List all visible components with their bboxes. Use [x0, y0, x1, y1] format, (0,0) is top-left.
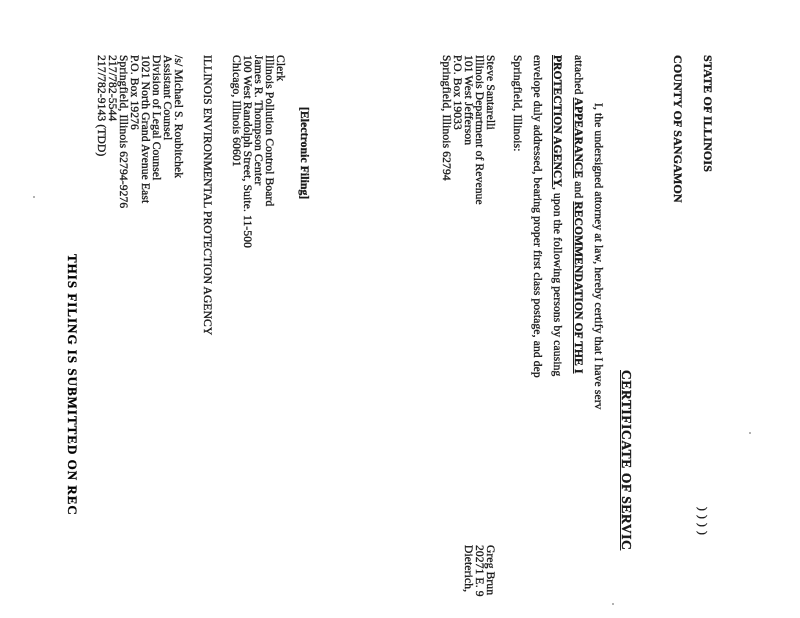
recipient-right-line: Dieterich,	[462, 545, 474, 593]
scan-speck	[33, 196, 35, 198]
recipient-left-line: P.O. Box 19033	[451, 55, 463, 130]
scan-speck	[612, 603, 614, 605]
clerk-line: James R. Thompson Center	[252, 55, 264, 186]
caption-bracket: )	[696, 515, 708, 519]
scan-speck	[749, 432, 751, 434]
body-line-2: attached APPEARANCE and RECOMMENDATION OF THE I	[572, 55, 584, 374]
clerk-line: Illinois Pollution Control Board	[263, 55, 275, 207]
signature-line: Division of Legal Counsel	[150, 55, 162, 181]
body-line-1: I, the undersigned attorney at law, hereby certify that I have serv	[592, 103, 604, 410]
recipient-right-line: Greg Brun	[484, 545, 496, 596]
state-caption: STATE OF ILLINOIS	[701, 55, 715, 173]
rotated-document-sheet	[96, 55, 714, 618]
signature-line: 1021 North Grand Avenue East	[139, 55, 151, 204]
recipient-right-line: 20271 E. 9	[473, 545, 485, 597]
protection-agency-term: PROTECTION AGENCY	[551, 55, 563, 187]
clerk-line: Chicago, Illinois 60601	[230, 55, 242, 167]
signature-line: /s/ Michael S. Roubitchek	[172, 55, 184, 179]
signature-line: 217/782-9143 (TDD)	[95, 55, 107, 157]
body-line-3: PROTECTION AGENCY, upon the following persons by causing	[551, 55, 563, 377]
appearance-term: APPEARANCE	[572, 97, 584, 179]
body-line-4: envelope duly addressed, bearing proper first class postage, and dep	[531, 55, 543, 378]
signature-line: P.O. Box 19276	[128, 55, 140, 130]
recipient-left-line: Steve Santarelli	[484, 55, 496, 130]
caption-bracket: )	[696, 523, 708, 527]
recipient-left-line: Springfield, Illinois 62794	[440, 55, 452, 181]
caption-bracket: )	[696, 531, 708, 535]
signature-line: Assistant Counsel	[161, 55, 173, 141]
electronic-filing-label: [Electronic Filing]	[298, 107, 310, 200]
clerk-line: 100 West Randolph Street, Suite. 11-500	[241, 55, 253, 249]
clerk-line: Clerk	[274, 55, 286, 82]
body-line-5: Springfield, Illinois:	[511, 55, 523, 152]
signature-line: 217/782-5544	[106, 55, 118, 122]
certificate-title: CERTIFICATE OF SERVIC	[619, 370, 634, 551]
recommendation-term: RECOMMENDATION OF THE I	[572, 201, 584, 374]
county-caption: COUNTY OF SANGAMON	[671, 55, 685, 203]
agency-name: ILLINOIS ENVIRONMENTAL PROTECTION AGENCY	[201, 55, 213, 336]
filing-footer: THIS FILING IS SUBMITTED ON REC	[65, 254, 80, 516]
recipient-left-line: Illinois Department of Revenue	[473, 55, 485, 205]
caption-bracket: )	[696, 507, 708, 511]
signature-line: Springfield, Illinois 62794-9276	[117, 55, 129, 209]
recipient-left-line: 101 West Jefferson	[462, 55, 474, 146]
